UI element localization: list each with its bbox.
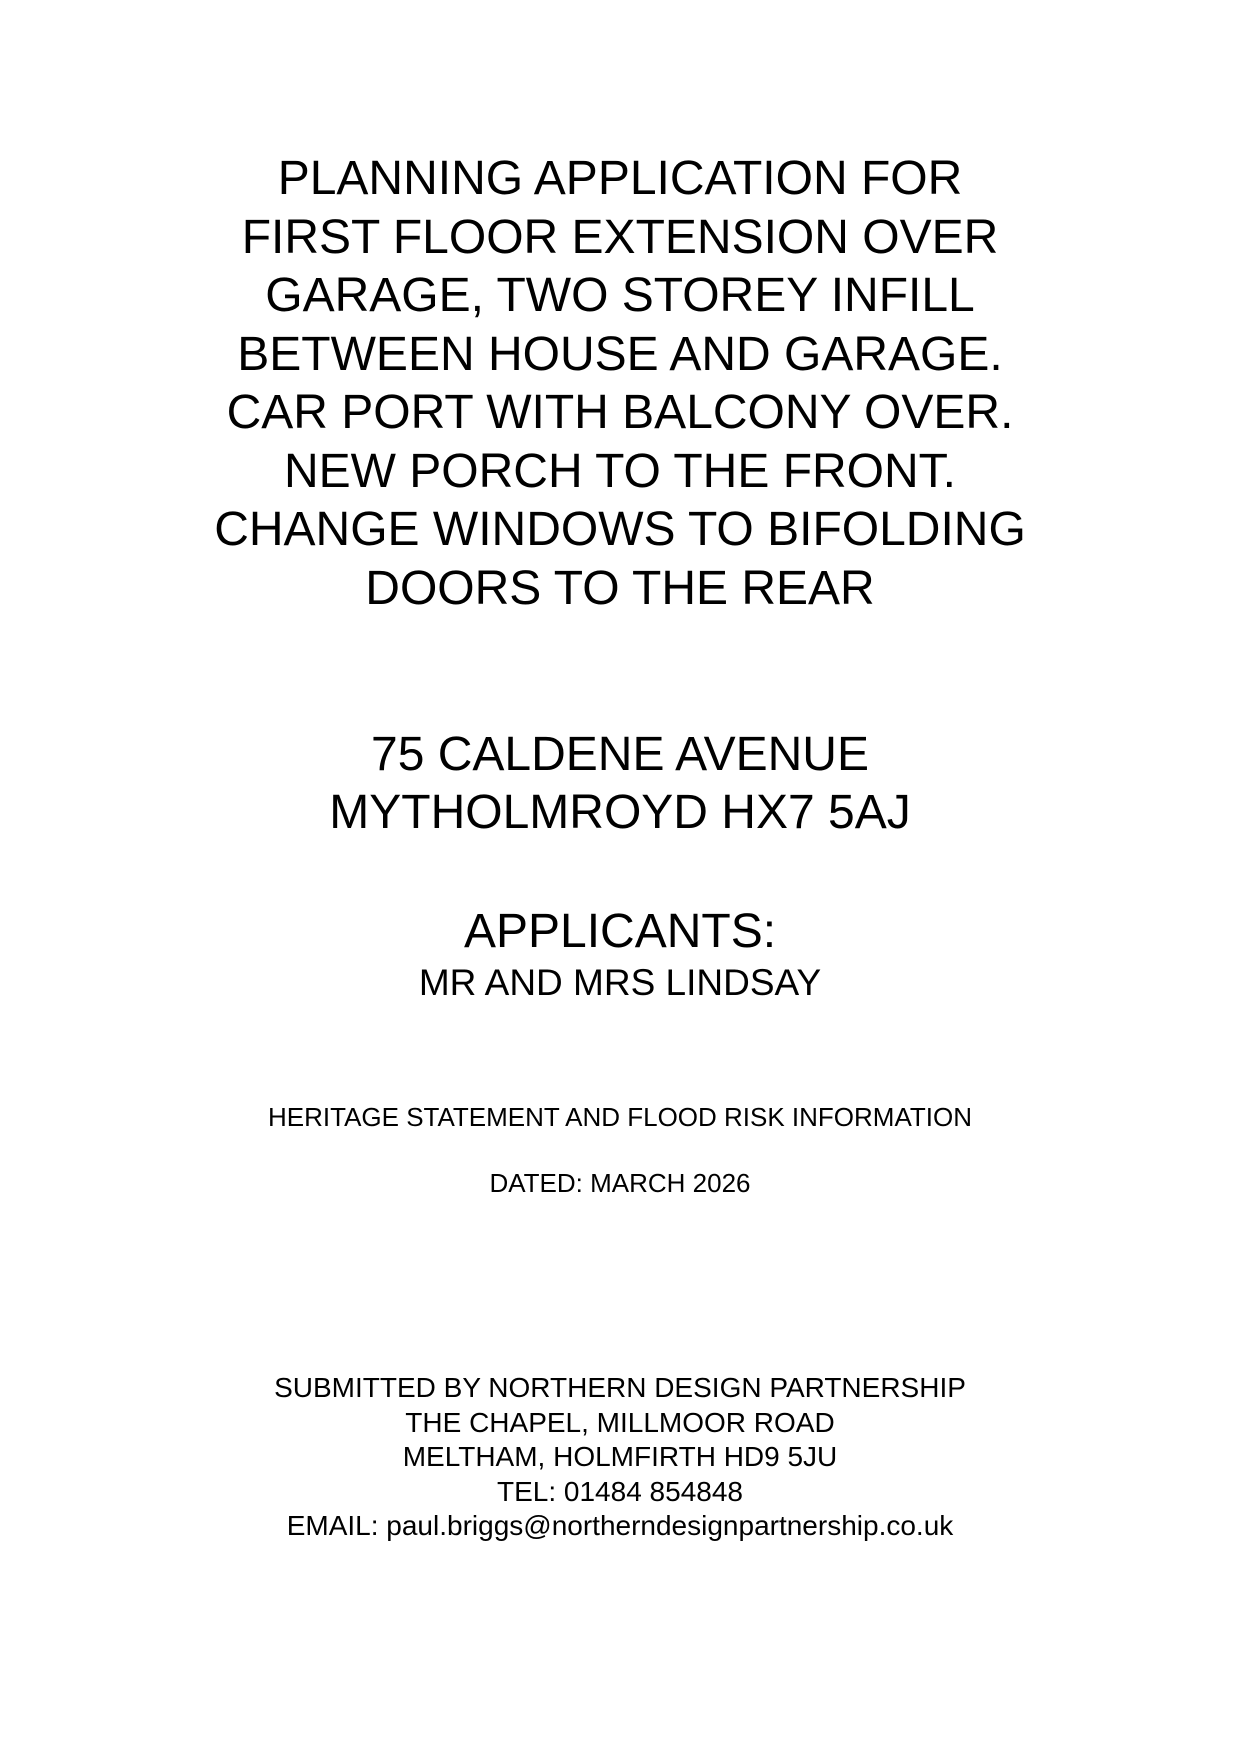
title-line: DOORS TO THE REAR xyxy=(365,561,875,615)
submitter-phone: TEL: 01484 854848 xyxy=(497,1475,743,1507)
site-address xyxy=(0,726,1240,842)
submitter-address-line: MELTHAM, HOLMFIRTH HD9 5JU xyxy=(402,1441,838,1472)
title-line: GARAGE, TWO STOREY INFILL xyxy=(265,269,975,322)
title-line: CHANGE WINDOWS TO BIFOLDING xyxy=(214,503,1026,556)
title-line: FIRST FLOOR EXTENSION OVER xyxy=(241,210,999,264)
submitter-email: EMAIL: paul.briggs@northerndesignpartnership.co.uk xyxy=(286,1510,954,1541)
submitter-address-line: THE CHAPEL, MILLMOOR ROAD xyxy=(405,1406,835,1438)
address-street: 75 CALDENE AVENUE xyxy=(371,728,869,781)
applicants-heading: APPLICANTS: xyxy=(463,905,777,958)
document-type: HERITAGE STATEMENT AND FLOOD RISK INFORMATION xyxy=(268,1102,972,1132)
submitter-name: SUBMITTED BY NORTHERN DESIGN PARTNERSHIP xyxy=(274,1372,966,1403)
address-town-postcode: MYTHOLMROYD HX7 5AJ xyxy=(329,786,911,839)
title-line: PLANNING APPLICATION FOR xyxy=(277,152,963,205)
applicants-names: MR AND MRS LINDSAY xyxy=(418,962,822,1003)
title-line: NEW PORCH TO THE FRONT. xyxy=(283,444,957,498)
title-line: BETWEEN HOUSE AND GARAGE. xyxy=(237,327,1003,381)
submitter-details xyxy=(0,1371,1240,1544)
application-title xyxy=(0,150,1240,618)
document-date: DATED: MARCH 2026 xyxy=(489,1168,751,1198)
title-line: CAR PORT WITH BALCONY OVER. xyxy=(226,386,1014,439)
